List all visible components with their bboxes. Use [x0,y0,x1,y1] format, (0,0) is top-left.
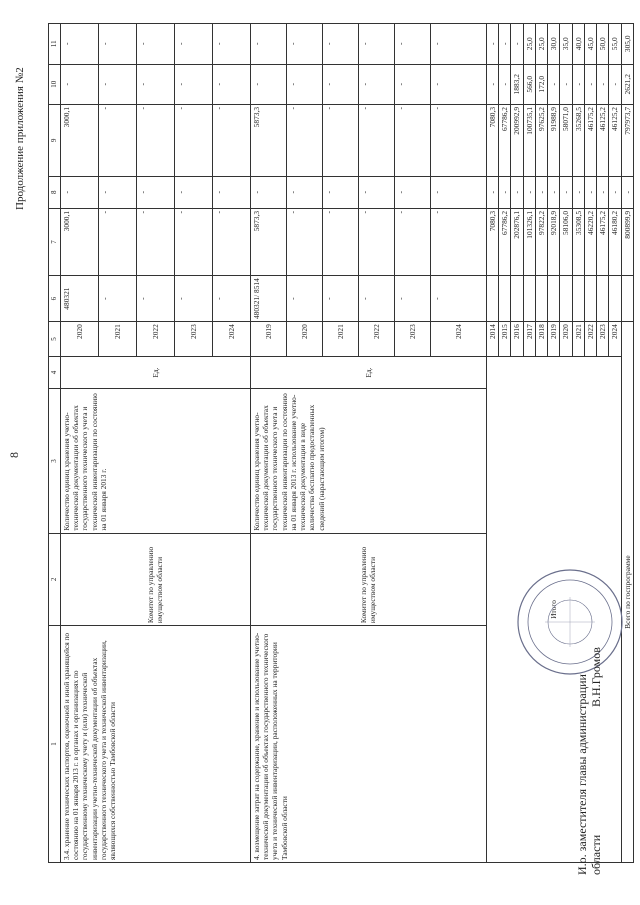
value-cell: 797973,7 [621,104,633,176]
value-cell: - [430,24,486,65]
value-cell: 50,0 [597,24,609,65]
year-cell: 2019 [548,322,560,357]
value-cell: 45,0 [584,24,596,65]
value-cell: 25,0 [535,24,547,65]
value-cell: 7080,3 [486,208,498,275]
value-cell: 305,0 [621,24,633,65]
value-cell: - [358,176,394,208]
column-number: 7 [49,208,61,275]
value-cell: - [560,64,572,104]
empty-cell [548,275,560,321]
unit-cell: Ед. [60,356,250,388]
signature-block [575,647,604,875]
value-cell: 35308,5 [572,208,584,275]
value-cell: - [584,64,596,104]
value-cell: - [358,104,394,176]
year-cell: 2024 [212,322,250,357]
year-cell: 2021 [572,322,584,357]
signature-name: В.Н.Громов [589,647,603,707]
value-cell: - [174,104,212,176]
value-cell: - [597,64,609,104]
value-cell: - [499,64,511,104]
value-cell: - [212,24,250,65]
empty-cell [621,275,633,321]
column-number: 5 [49,322,61,357]
column-number: 1 [49,626,61,863]
value-cell: - [174,24,212,65]
year-cell: 2018 [535,322,547,357]
value-cell: 101326,1 [523,208,535,275]
value-cell: - [609,176,621,208]
value-cell: - [250,24,286,65]
value-cell: - [572,176,584,208]
value-cell: - [98,24,136,65]
column-number: 11 [49,24,61,65]
year-cell: 2023 [174,322,212,357]
empty-cell [609,275,621,321]
signature-position: И.о. заместителя главы администрации [575,674,589,875]
totals-label: Итого [486,356,621,862]
value-cell: - [609,64,621,104]
value-cell: - [212,64,250,104]
value-cell: - [286,24,322,65]
value-cell: 97625,2 [535,104,547,176]
year-cell: 2024 [430,322,486,357]
grand-total-label: Всего по госпрограмме [621,322,633,863]
value-cell: 7080,3 [486,104,498,176]
value-cell: 46175,2 [584,104,596,176]
value-cell: - [394,176,430,208]
value-cell: 91988,9 [548,104,560,176]
executor-cell: Комитет по управлению имуществом области [250,533,486,625]
value-cell: - [358,208,394,275]
column-number: 2 [49,533,61,625]
value-cell: - [572,64,584,104]
value-cell: - [597,176,609,208]
value-cell: 46220,2 [584,208,596,275]
value-cell: 67786,2 [499,104,511,176]
value-cell: - [98,64,136,104]
value-cell: - [250,64,286,104]
value-cell: 58071,0 [560,104,572,176]
measure-title: 3.4. хранение технических паспортов, оценочной и иной хранящейся по состоянию на 01 января 2013 г. в органах и организациях по государственному техническому учету и (или) технической инвентаризации учетно-технической документации об объектах государственного технического учета и технической инвентаризации, являющихся собственностью Тамбовской области [60,626,250,863]
value-cell: 58106,0 [560,208,572,275]
value-cell: 202876,1 [511,208,523,275]
indicator-cell: Количество единиц хранения учетно-технической документации об объектах государственного технического учета и технической инвентаризации по состоянию на 01 января 2013 г. [60,389,250,533]
column-number: 9 [49,104,61,176]
value-cell: - [499,176,511,208]
value-cell: - [548,64,560,104]
value-cell: - [584,176,596,208]
year-cell: 2022 [358,322,394,357]
value-cell: - [394,208,430,275]
year-cell: 2019 [250,322,286,357]
value-cell: - [322,208,358,275]
unit-cell: Ед. [250,356,486,388]
value-cell: 480321 [60,275,98,321]
value-cell: - [136,275,174,321]
value-cell: - [60,64,98,104]
value-cell: - [98,275,136,321]
value-cell: 97822,2 [535,208,547,275]
value-cell: - [286,275,322,321]
value-cell: - [621,176,633,208]
value-cell: 3000,1 [60,208,98,275]
column-number: 3 [49,389,61,533]
value-cell: 5873,3 [250,208,286,275]
value-cell: 40,0 [572,24,584,65]
value-cell: - [322,24,358,65]
value-cell: - [212,208,250,275]
value-cell: - [523,176,535,208]
value-cell: - [511,24,523,65]
value-cell: - [486,24,498,65]
value-cell: - [499,24,511,65]
value-cell: - [136,208,174,275]
grand-total-row [621,24,633,863]
value-cell: - [394,24,430,65]
value-cell: - [286,104,322,176]
value-cell: - [136,64,174,104]
value-cell: - [250,176,286,208]
value-cell: 566,0 [523,64,535,104]
column-number: 4 [49,356,61,388]
value-cell: 100735,1 [523,104,535,176]
year-cell: 2021 [322,322,358,357]
value-cell: - [560,176,572,208]
value-cell: 200992,9 [511,104,523,176]
program-table-body [49,24,634,863]
value-cell: - [174,64,212,104]
value-cell: - [322,64,358,104]
value-cell: - [486,176,498,208]
value-cell: - [136,176,174,208]
value-cell: - [60,176,98,208]
value-cell: - [322,275,358,321]
value-cell: - [322,104,358,176]
empty-cell [511,275,523,321]
column-number-row [49,24,61,863]
year-cell: 2021 [98,322,136,357]
value-cell: 480321/ 8514 [250,275,286,321]
column-number: 10 [49,64,61,104]
value-cell: 35,0 [560,24,572,65]
empty-cell [584,275,596,321]
value-cell: 92018,9 [548,208,560,275]
value-cell: 2621,2 [621,64,633,104]
value-cell: 46125,2 [609,104,621,176]
value-cell: - [136,24,174,65]
value-cell: 800899,9 [621,208,633,275]
measure-title: 4. возмещение затрат на содержание, хранение и использование учетно-технической документации об объектах государственного технического учета и технической инвентаризации, расположенных на территории Тамбовской области [250,626,486,863]
value-cell: - [60,24,98,65]
value-cell: - [98,208,136,275]
year-cell: 2020 [560,322,572,357]
value-cell: 30,0 [548,24,560,65]
official-seal-icon [515,567,625,677]
column-number: 8 [49,176,61,208]
value-cell: - [394,275,430,321]
value-cell: - [548,176,560,208]
value-cell: - [286,64,322,104]
value-cell: 1883,2 [511,64,523,104]
value-cell: - [98,104,136,176]
totals-row [486,24,498,863]
value-cell: - [430,275,486,321]
year-cell: 2020 [286,322,322,357]
value-cell: - [174,176,212,208]
indicator-cell: Количество единиц хранения учетно-технической документации об объектах государственного технического учета и технической инвентаризации по состоянию на 01 января 2013 г. использование учетно-технической документации в виде количества бесплатно предоставленных сведений (нарастающим итогом) [250,389,486,533]
value-cell: - [212,176,250,208]
year-cell: 2014 [486,322,498,357]
table-row [60,24,98,863]
value-cell: - [358,275,394,321]
value-cell: - [358,64,394,104]
empty-cell [486,275,498,321]
empty-cell [597,275,609,321]
year-cell: 2017 [523,322,535,357]
value-cell: - [174,208,212,275]
program-table [48,23,634,863]
value-cell: 35268,5 [572,104,584,176]
value-cell: - [430,208,486,275]
value-cell: - [286,208,322,275]
signature-region: области [588,834,603,875]
year-cell: 2022 [584,322,596,357]
value-cell: - [430,176,486,208]
year-cell: 2020 [60,322,98,357]
year-cell: 2023 [394,322,430,357]
executor-cell: Комитет по управлению имуществом области [60,533,250,625]
page-number: 8 [7,452,21,458]
value-cell: 55,0 [609,24,621,65]
empty-cell [560,275,572,321]
value-cell: 3000,1 [60,104,98,176]
value-cell: - [174,275,212,321]
value-cell: 46180,2 [609,208,621,275]
year-cell: 2016 [511,322,523,357]
year-cell: 2022 [136,322,174,357]
value-cell: - [394,64,430,104]
value-cell: - [535,176,547,208]
value-cell: - [430,104,486,176]
value-cell: - [358,24,394,65]
value-cell: - [511,176,523,208]
empty-cell [535,275,547,321]
value-cell: - [136,104,174,176]
value-cell: - [212,275,250,321]
value-cell: - [286,176,322,208]
value-cell: 46175,2 [597,208,609,275]
value-cell: - [98,176,136,208]
table-row [250,24,286,863]
value-cell: 25,0 [523,24,535,65]
empty-cell [499,275,511,321]
value-cell: - [486,64,498,104]
value-cell: 67786,2 [499,208,511,275]
year-cell: 2015 [499,322,511,357]
value-cell: 46125,2 [597,104,609,176]
column-number: 6 [49,275,61,321]
value-cell: 172,0 [535,64,547,104]
value-cell: 5873,3 [250,104,286,176]
value-cell: - [212,104,250,176]
value-cell: - [394,104,430,176]
value-cell: - [322,176,358,208]
continuation-label: Продолжение приложения №2 [14,67,26,210]
empty-cell [523,275,535,321]
empty-cell [572,275,584,321]
year-cell: 2023 [597,322,609,357]
value-cell: - [430,64,486,104]
year-cell: 2024 [609,322,621,357]
